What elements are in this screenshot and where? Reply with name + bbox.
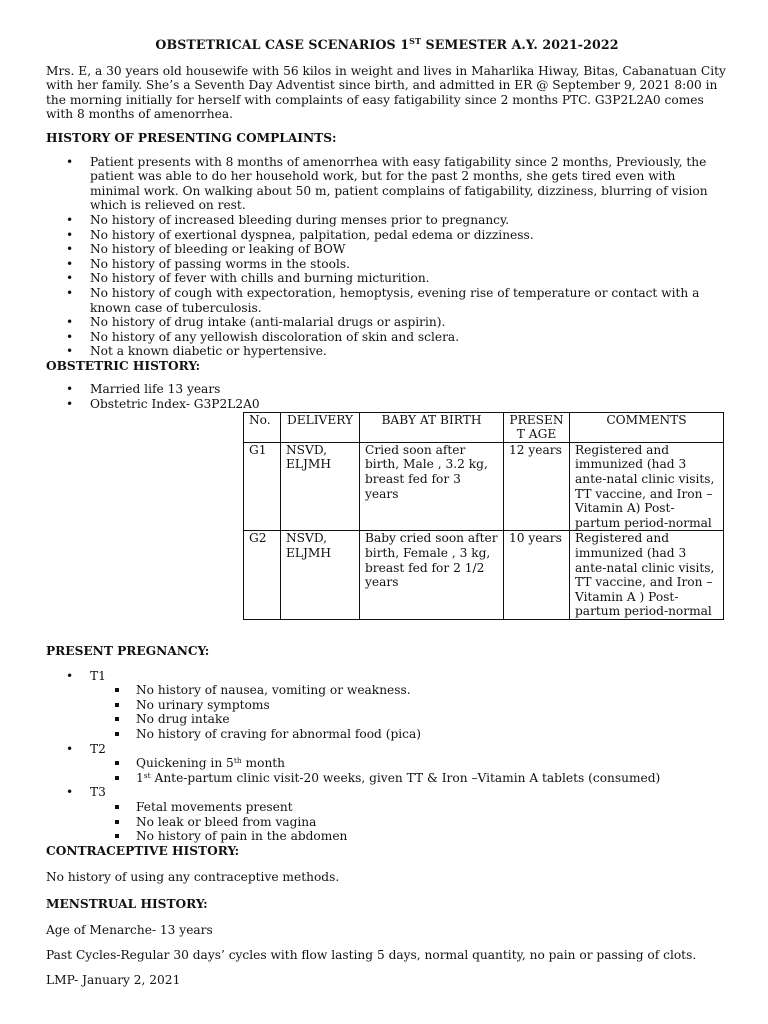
- list-item: No leak or bleed from vagina: [46, 815, 728, 830]
- list-item: • No history of passing worms in the stools.: [46, 257, 728, 272]
- intro-paragraph: Mrs. E, a 30 years old housewife with 56 kilos in weight and lives in Maharlika Hiway, Bitas, Cabanatuan City with her family. She’s a Seventh Day Adventist since birth, and admitted in ER @ September 9, 2021 8:00 in the morning initially for herself with complaints of easy fatigability since 2 months PTC. G3P2L2A0 comes with 8 months of amenorrhea.: [46, 63, 726, 122]
- table-header-row: [244, 412, 724, 442]
- table-cell: 12 years: [504, 442, 570, 531]
- table-cell: Registered and immunized (had 3 ante-natal clinic visits, TT vaccine, and Iron –Vitamin A ) Post-partum period-normal: [570, 531, 724, 620]
- spacer: [46, 620, 728, 644]
- table-cell: G1: [244, 442, 281, 531]
- list-item: • No history of any yellowish discoloration of skin and sclera.: [46, 330, 728, 345]
- list-item: • Married life 13 years: [46, 382, 728, 397]
- list-item: • No history of exertional dyspnea, palpitation, pedal edema or dizziness.: [46, 228, 728, 243]
- list-item: • Not a known diabetic or hypertensive.: [46, 344, 728, 359]
- obstetric-list: [46, 382, 728, 411]
- list-item: • Patient presents with 8 months of amenorrhea with easy fatigability since 2 months, Previously, the patient was able to do her household work, but for the past 2 months, she gets tired even with minimal work. On walking about 50 m, patient complains of fatigability, dizziness, blurring of vision which is relieved on rest.: [46, 155, 728, 213]
- table-cell: 10 years: [504, 531, 570, 620]
- table-cell: Registered and immunized (had 3 ante-natal clinic visits, TT vaccine, and Iron –Vitamin A) Post-partum period-normal: [570, 442, 724, 531]
- trimester-sublist: [46, 756, 728, 785]
- column-header: PRESEN T AGE: [504, 412, 570, 442]
- list-item: No history of craving for abnormal food (pica): [46, 727, 728, 742]
- past-cycles-text: Past Cycles-Regular 30 days’ cycles with flow lasting 5 days, normal quantity, no pain or passing of clots.: [46, 948, 697, 963]
- menarche-text: Age of Menarche- 13 years: [46, 923, 213, 938]
- contraceptive-heading: CONTRACEPTIVE HISTORY:: [46, 843, 240, 858]
- column-header: DELIVERY: [281, 412, 360, 442]
- list-item: No drug intake: [46, 712, 728, 727]
- column-header: COMMENTS: [570, 412, 724, 442]
- list-item: • No history of drug intake (anti-malarial drugs or aspirin).: [46, 315, 728, 330]
- list-item: No history of pain in the abdomen: [46, 829, 728, 844]
- table-cell: G2: [244, 531, 281, 620]
- present-pregnancy-heading: PRESENT PREGNANCY:: [46, 643, 210, 658]
- menstrual-heading: MENSTRUAL HISTORY:: [46, 896, 208, 911]
- table-cell: Cried soon after birth, Male , 3.2 kg, breast fed for 3 years: [360, 442, 504, 531]
- list-item: No urinary symptoms: [46, 698, 728, 713]
- list-item: Fetal movements present: [46, 800, 728, 815]
- trimester-item: [46, 742, 728, 786]
- obstetric-table: [243, 412, 724, 620]
- trimester-label: T1: [90, 668, 106, 683]
- trimester-sublist: [46, 683, 728, 741]
- table-row: [244, 531, 724, 620]
- table-row: [244, 442, 724, 531]
- hpc-list: [46, 155, 728, 359]
- trimester-sublist: [46, 800, 728, 844]
- list-item: • No history of increased bleeding during menses prior to pregnancy.: [46, 213, 728, 228]
- obstetric-heading: OBSTETRIC HISTORY:: [46, 358, 201, 373]
- list-item: No history of nausea, vomiting or weakness.: [46, 683, 728, 698]
- hpc-heading: HISTORY OF PRESENTING COMPLAINTS:: [46, 130, 337, 145]
- trimester-item: [46, 785, 728, 843]
- list-item: • Obstetric Index- G3P2L2A0: [46, 397, 728, 412]
- table-cell: NSVD, ELJMH: [281, 531, 360, 620]
- trimester-label: T2: [90, 741, 106, 756]
- list-item: • No history of fever with chills and burning micturition.: [46, 271, 728, 286]
- list-item: 1st Ante-partum clinic visit-20 weeks, given TT & Iron –Vitamin A tablets (consumed): [46, 771, 728, 786]
- table-cell: NSVD, ELJMH: [281, 442, 360, 531]
- lmp-text: LMP- January 2, 2021: [46, 972, 181, 987]
- document-title: OBSTETRICAL CASE SCENARIOS 1ST SEMESTER A.Y. 2021-2022: [155, 36, 619, 52]
- column-header: BABY AT BIRTH: [360, 412, 504, 442]
- table-cell: Baby cried soon after birth, Female , 3 kg, breast fed for 2 1/2 years: [360, 531, 504, 620]
- trimester-item: [46, 669, 728, 742]
- list-item: Quickening in 5th month: [46, 756, 728, 771]
- column-header: No.: [244, 412, 281, 442]
- trimester-list: [46, 669, 728, 844]
- list-item: • No history of cough with expectoration, hemoptysis, evening rise of temperature or contact with a known case of tuberculosis.: [46, 286, 728, 315]
- contraceptive-text: No history of using any contraceptive methods.: [46, 870, 340, 885]
- list-item: • No history of bleeding or leaking of BOW: [46, 242, 728, 257]
- trimester-label: T3: [90, 785, 106, 800]
